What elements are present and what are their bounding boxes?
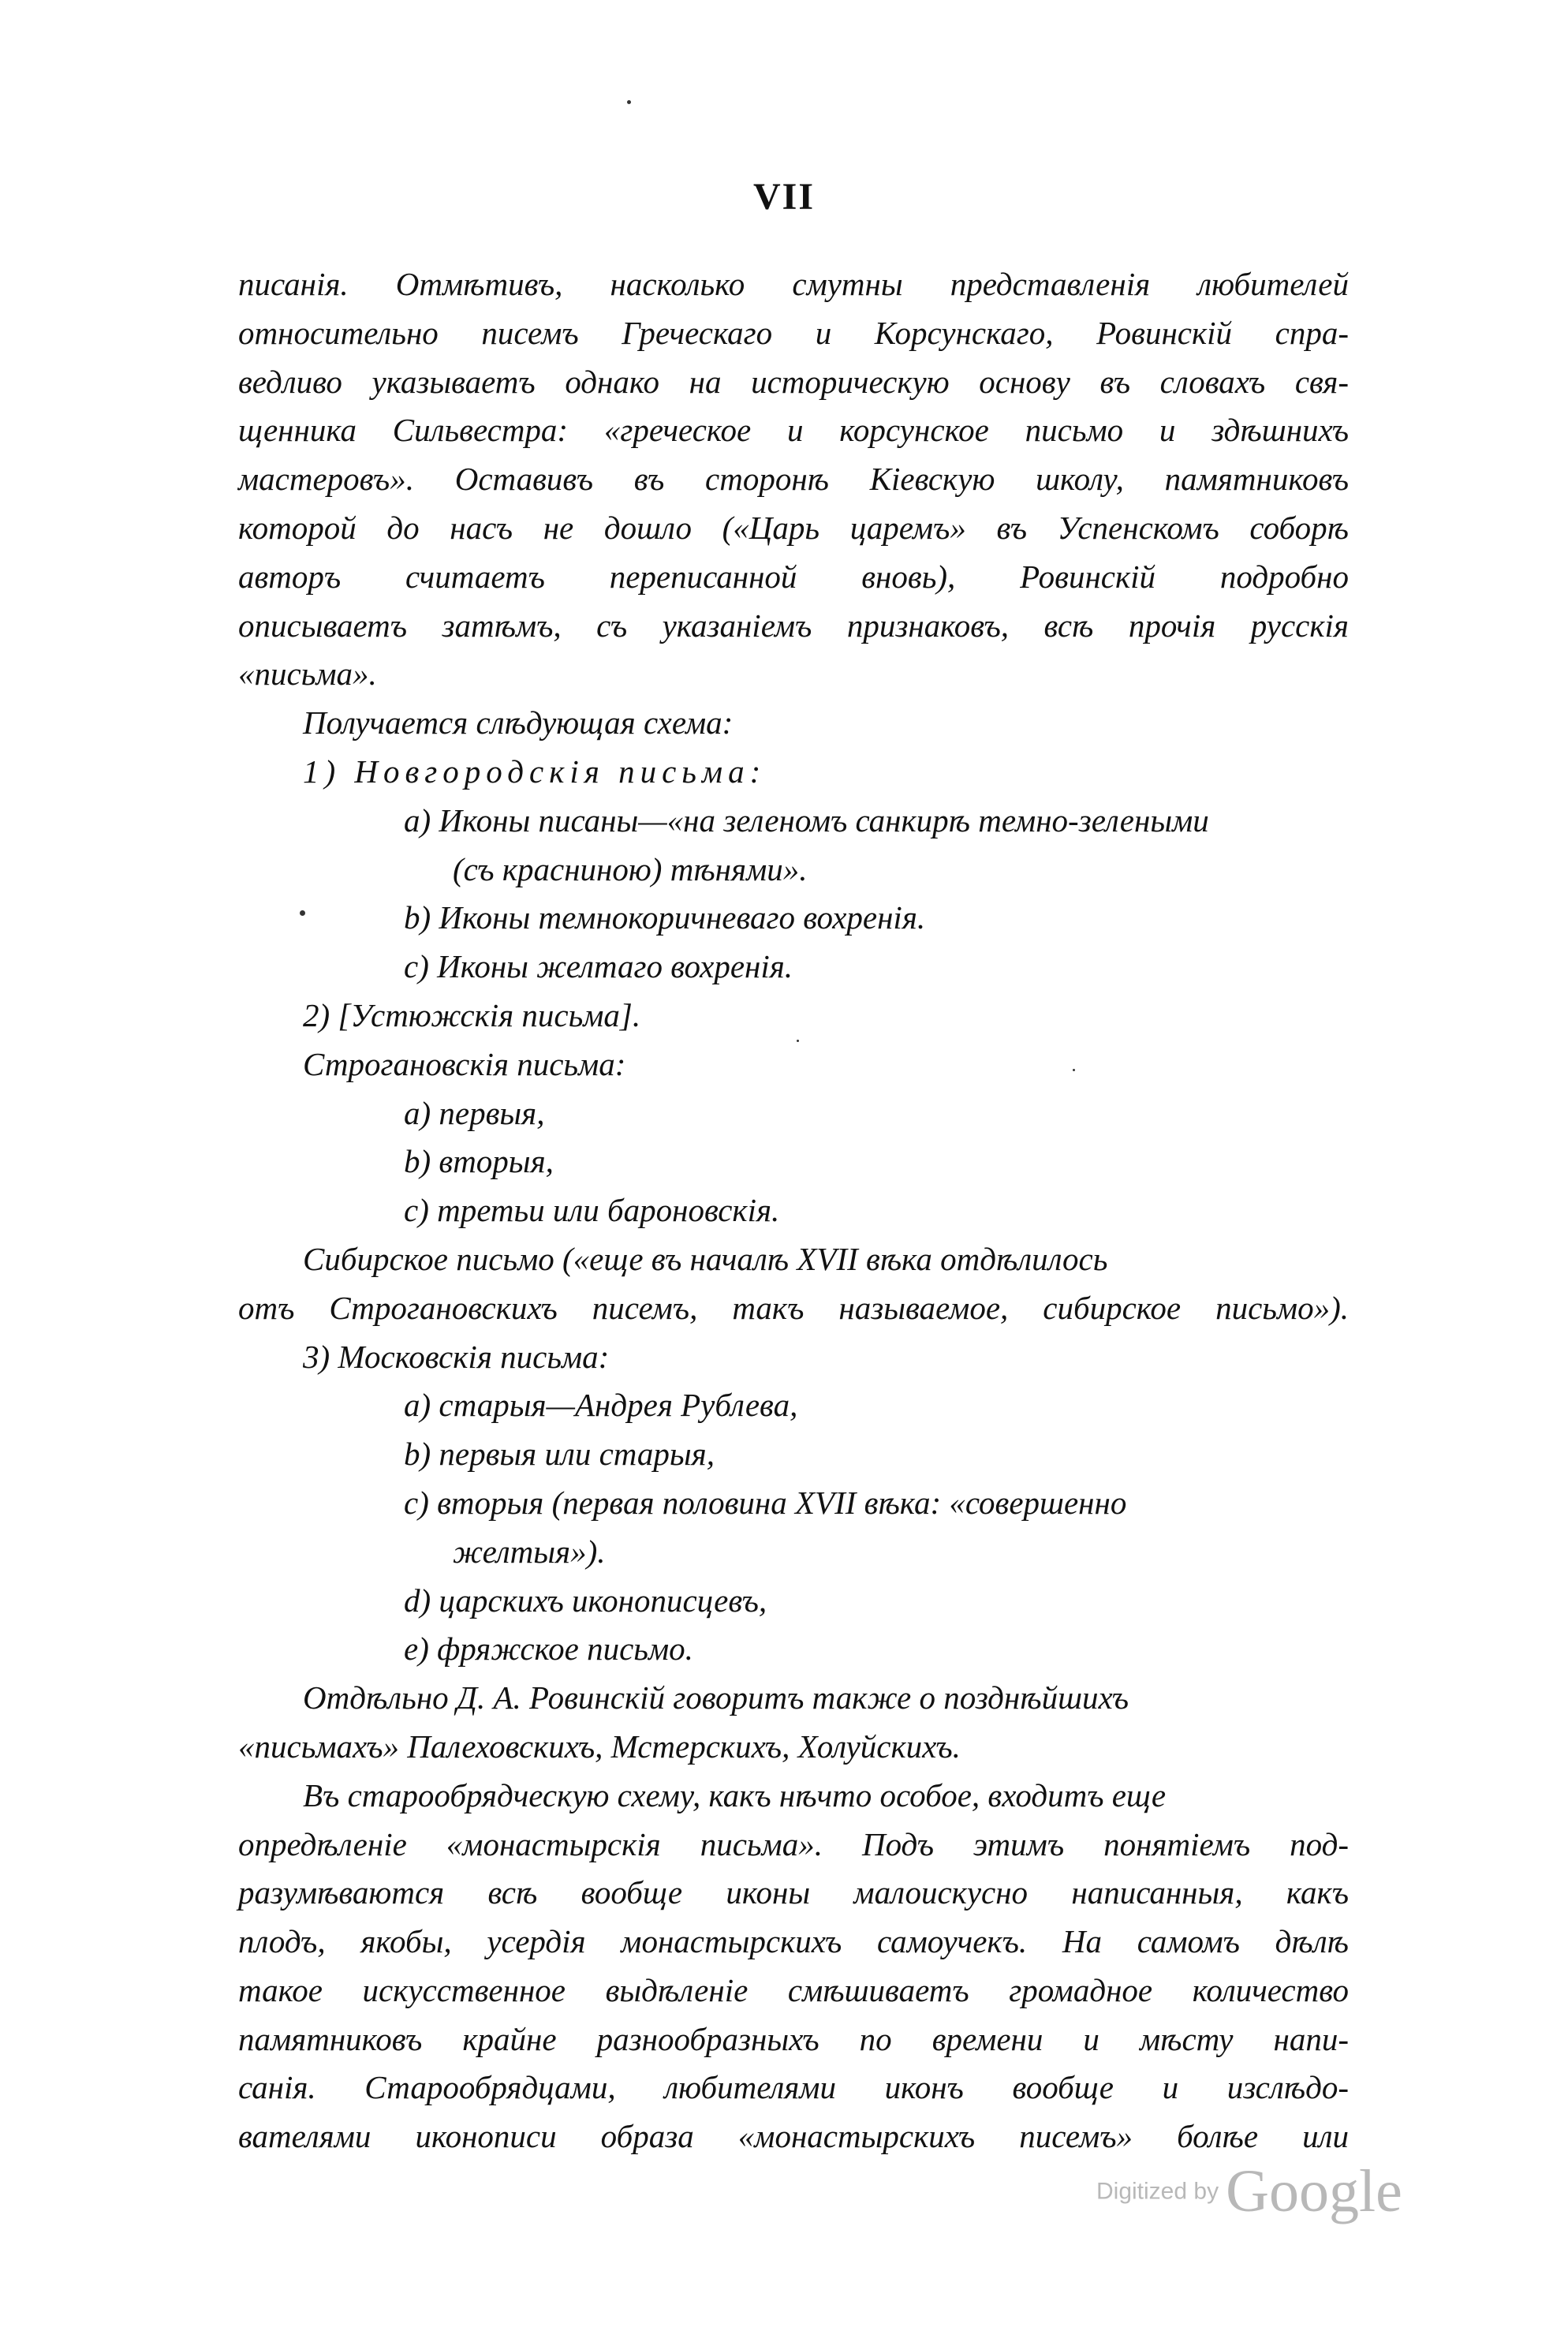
text-line: Сибирское письмо («еще въ началѣ XVII вѣка отдѣлилось bbox=[303, 1240, 1108, 1277]
page-number: VII bbox=[752, 176, 816, 218]
text-line: d) царскихъ иконописцевъ, bbox=[404, 1582, 767, 1619]
text-line: c) третьи или бароновскія. bbox=[404, 1192, 780, 1229]
text-line: b) первыя или старыя, bbox=[404, 1436, 715, 1473]
text-line: относительно писемъ Греческаго и Корсунскаго, Ровинскій спра- bbox=[238, 314, 1349, 351]
text-line: 2) [Устюжскія письма]. bbox=[303, 996, 641, 1033]
text-line: ведливо указываетъ однако на историческую основу въ словахъ свя- bbox=[238, 363, 1349, 400]
scan-speck bbox=[627, 100, 631, 104]
text-line: e) фряжское письмо. bbox=[404, 1630, 693, 1668]
text-line: Отдѣльно Д. А. Ровинскій говоритъ также о позднѣйшихъ bbox=[303, 1679, 1129, 1716]
text-line: «письмахъ» Палеховскихъ, Мстерскихъ, Холуйскихъ. bbox=[238, 1728, 961, 1765]
text-line: Строгановскія письма: bbox=[303, 1045, 626, 1082]
text-line: памятниковъ крайне разнообразныхъ по времени и мѣсту напи- bbox=[238, 2020, 1349, 2057]
text-line: писанія. Отмѣтивъ, насколько смутны представленія любителей bbox=[238, 266, 1349, 302]
text-line: желтыя»). bbox=[453, 1533, 606, 1570]
text-line: щенника Сильвестра: «греческое и корсунское письмо и здѣшнихъ bbox=[238, 412, 1349, 449]
digitized-watermark bbox=[1096, 2157, 1402, 2226]
text-line: b) Иконы темнокоричневаго вохренія. bbox=[404, 899, 926, 936]
text-line: плодъ, якобы, усердія монастырскихъ самоучекъ. На самомъ дѣлѣ bbox=[238, 1923, 1349, 1960]
text-line: отъ Строгановскихъ писемъ, такъ называемое, сибирское письмо»). bbox=[238, 1289, 1349, 1326]
text-line: c) Иконы желтаго вохренія. bbox=[404, 948, 793, 985]
text-line: a) старыя—Андрея Рублева, bbox=[404, 1387, 798, 1424]
text-line: которой до насъ не дошло («Царь царемъ» въ Успенскомъ соборѣ bbox=[238, 509, 1349, 546]
text-line: «письма». bbox=[238, 656, 377, 693]
watermark-prefix: Digitized by bbox=[1096, 2178, 1219, 2205]
text-line: мастеровъ». Оставивъ въ сторонѣ Кіевскую школу, памятниковъ bbox=[238, 461, 1349, 498]
text-line: разумѣваются всѣ вообще иконы малоискусно написанныя, какъ bbox=[238, 1874, 1349, 1911]
text-line: Въ старообрядческую схему, какъ нѣчто особое, входитъ еще bbox=[303, 1776, 1167, 1813]
text-line: a) Иконы писаны—«на зеленомъ санкирѣ темно-зелеными bbox=[404, 801, 1209, 839]
text-line: описываетъ затѣмъ, съ указаніемъ признаковъ, всѣ прочія русскія bbox=[238, 607, 1349, 644]
text-line: вателями иконописи образа «монастырскихъ писемъ» болѣе или bbox=[238, 2118, 1349, 2155]
text-line: 3) Московскія письма: bbox=[303, 1338, 610, 1375]
body-text bbox=[238, 260, 1349, 2161]
text-line: a) первыя, bbox=[404, 1094, 545, 1131]
text-line: опредѣленіе «монастырскія письма». Подъ этимъ понятіемъ под- bbox=[238, 1825, 1349, 1862]
text-line: 1) Новгородскія письма: bbox=[303, 753, 767, 790]
text-line: авторъ считаетъ переписанной вновь), Ровинскій подробно bbox=[238, 558, 1349, 595]
text-line: c) вторыя (первая половина XVII вѣка: «совершенно bbox=[404, 1484, 1127, 1521]
text-line: b) вторыя, bbox=[404, 1143, 554, 1180]
text-line: такое искусственное выдѣленіе смѣшиваетъ громадное количество bbox=[238, 1971, 1349, 2008]
text-line: (съ красниною) тѣнями». bbox=[453, 850, 808, 887]
text-line: санія. Старообрядцами, любителями иконъ вообще и изслѣдо- bbox=[238, 2069, 1349, 2106]
text-line: Получается слѣдующая схема: bbox=[303, 704, 734, 741]
google-logo: Google bbox=[1226, 2158, 1402, 2224]
